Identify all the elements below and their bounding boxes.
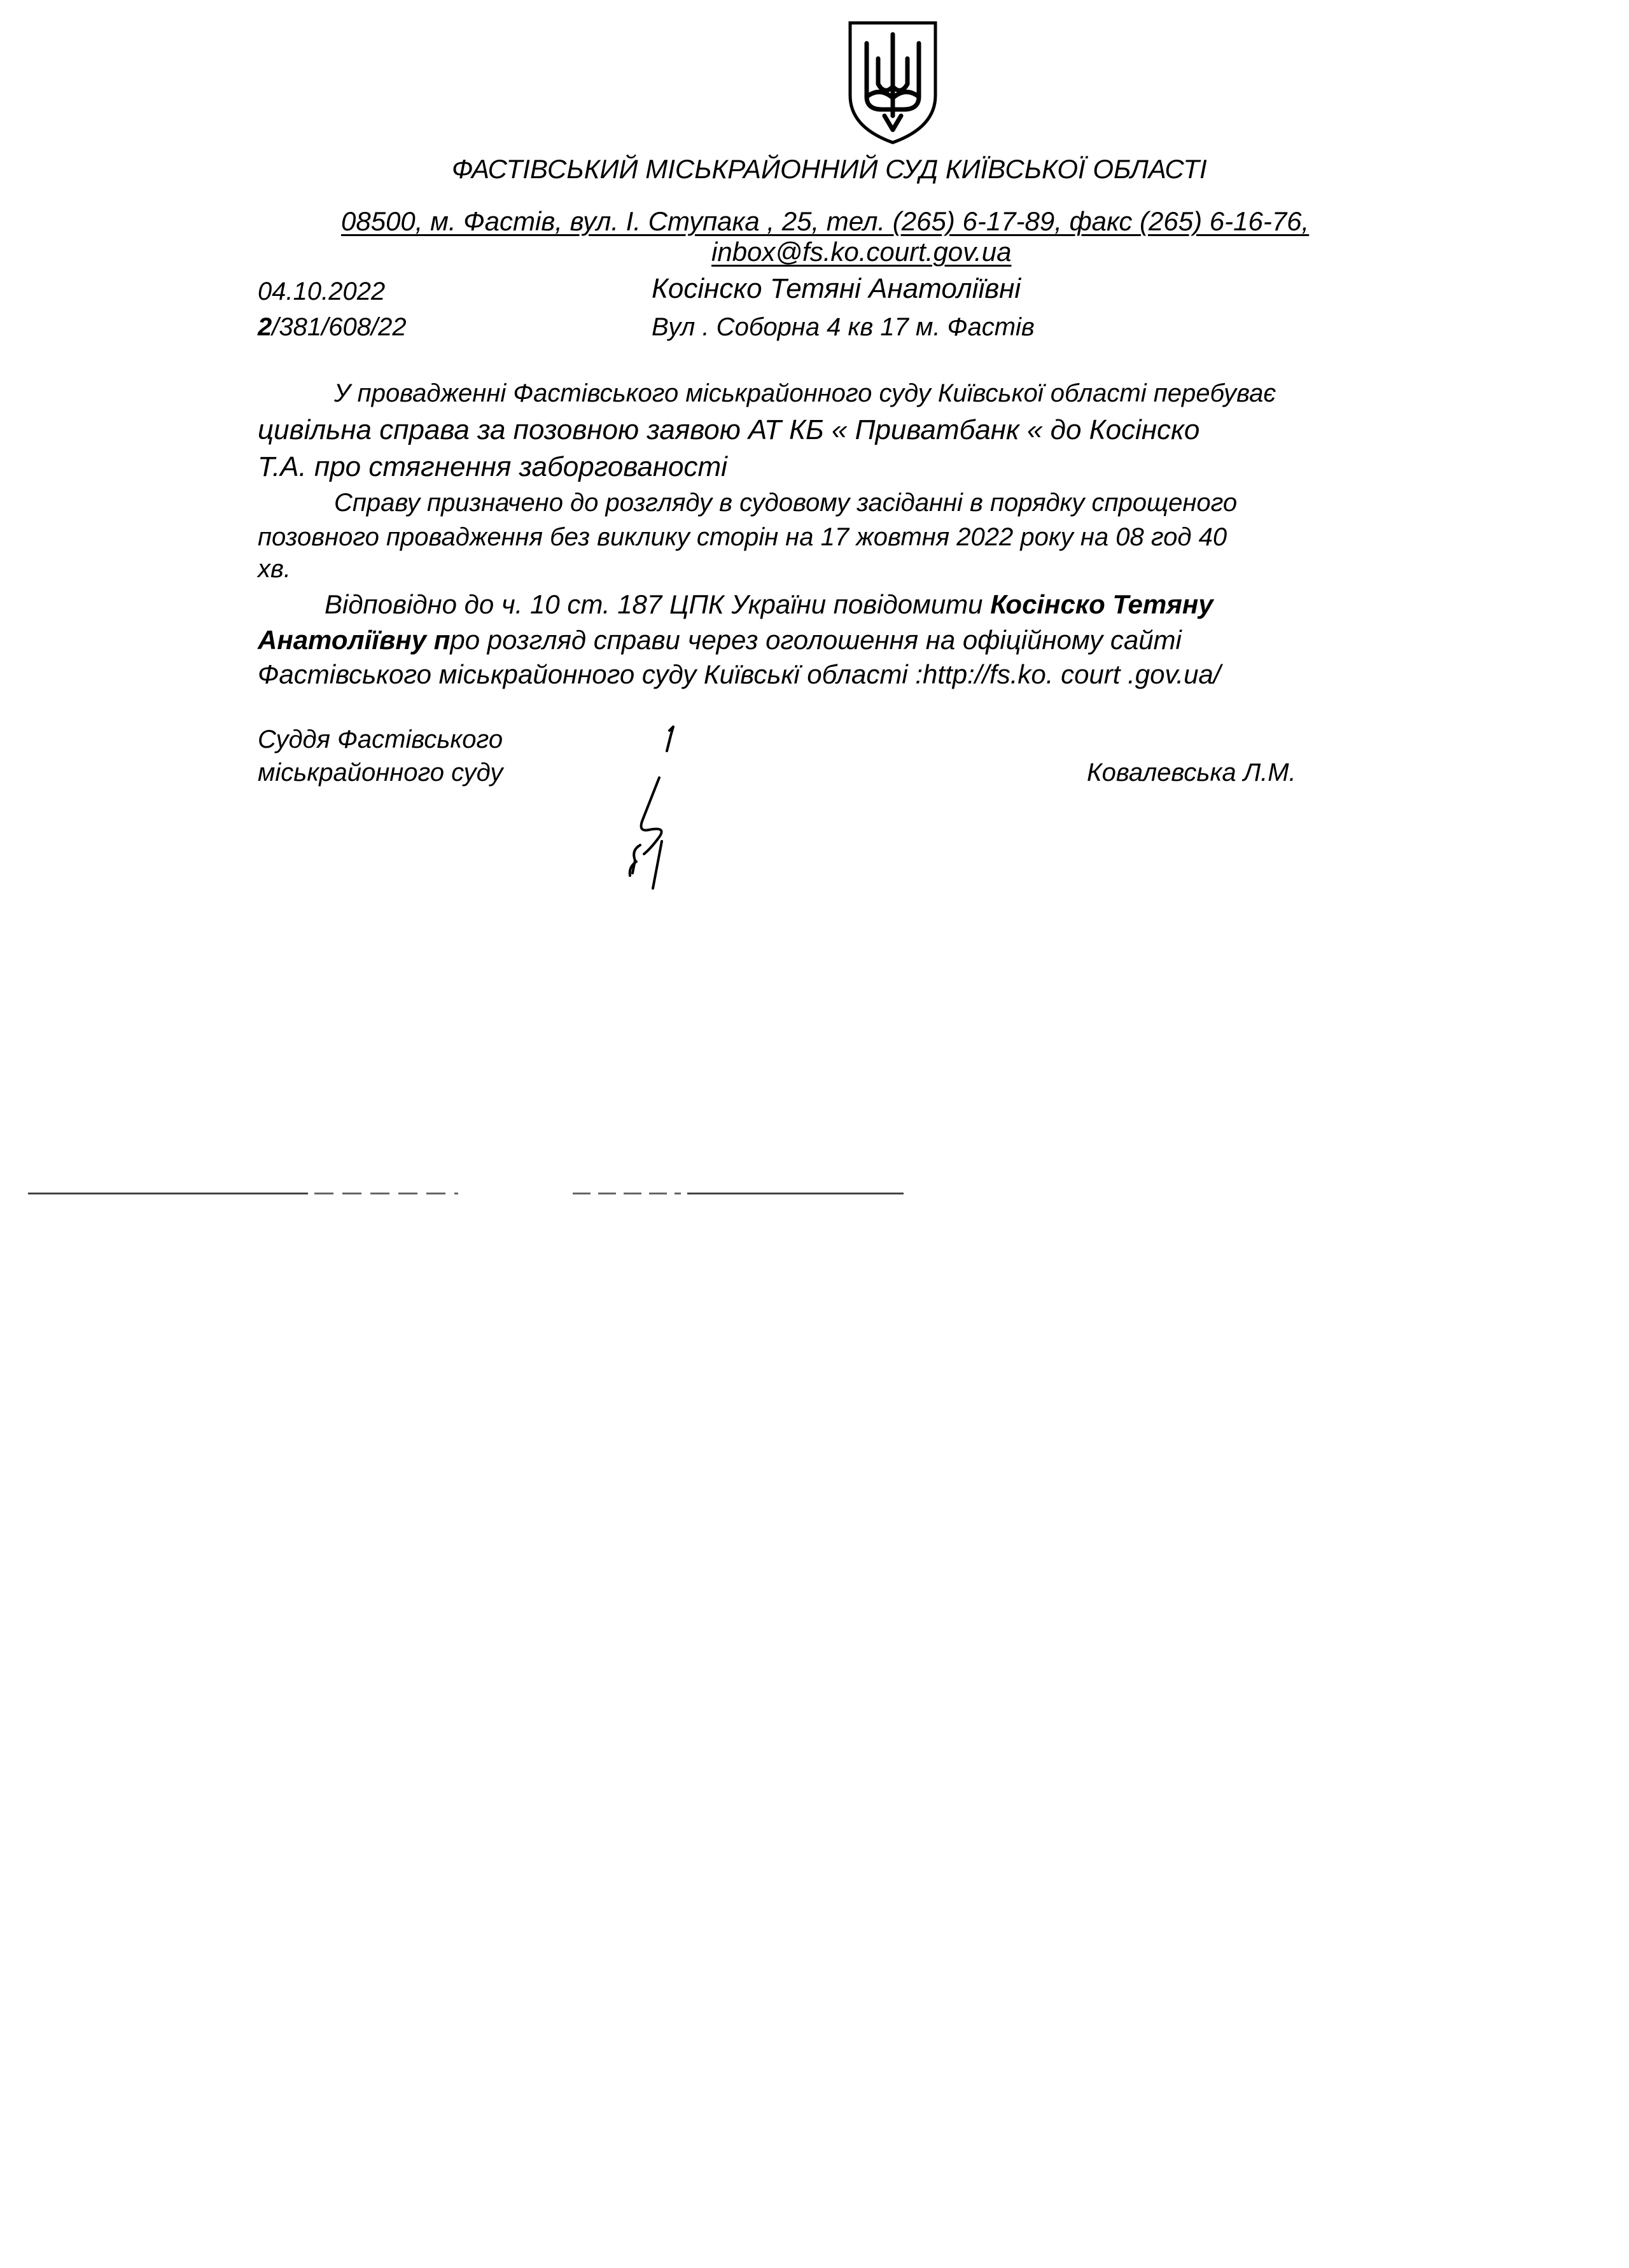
trident-emblem [845, 20, 940, 145]
paragraph-3-line-2 [258, 624, 1182, 657]
court-email[interactable]: inbox@fs.ko.court.gov.ua [711, 237, 1012, 267]
judge-title-line-1: Суддя Фастівського [258, 725, 503, 753]
letter-date: 04.10.2022 [258, 277, 386, 305]
case-number [258, 311, 407, 344]
divider-line-left [28, 1193, 458, 1194]
case-number-rest: /381/608/22 [272, 313, 407, 341]
case-number-prefix: 2 [258, 313, 272, 341]
recipient-address: Вул . Соборна 4 кв 17 м. Фастів [652, 313, 1035, 341]
paragraph-2-line-2: позовного провадження без виклику сторін на 17 жовтня 2022 року на 08 год 40 [258, 523, 1227, 551]
paragraph-3-line-3: Фастівського міськрайонного суду Київськї області :http://fs.ko. court .gov.ua/ [258, 659, 1221, 689]
judge-title-line-2: міськрайонного суду [258, 759, 503, 787]
defendant-name: Косінско Тетяну [990, 589, 1213, 619]
recipient-name: Косінско Тетяні Анатоліївні [652, 273, 1021, 304]
paragraph-1-line-3: Т.А. про стягнення заборгованості [258, 451, 727, 482]
paragraph-2-line-3: хв. [258, 555, 291, 583]
divider-line-right [573, 1193, 904, 1194]
court-address: 08500, м. Фастів, вул. І. Ступака , 25, тел. (265) 6-17-89, факс (265) 6-16-76, [341, 206, 1310, 236]
paragraph-1-line-2: цивільна справа за позовною заявою АТ КБ « Приватбанк « до Косінско [258, 414, 1200, 445]
paragraph-1-line-1: У провадженні Фастівського міськрайонного суду Київської області перебуває [334, 379, 1276, 407]
judge-name: Ковалевська Л.М. [1087, 759, 1296, 787]
handwritten-signature [598, 725, 681, 891]
court-name: ФАСТІВСЬКИЙ МІСЬКРАЙОННИЙ СУД КИЇВСЬКОЇ ОБЛАСТІ [452, 154, 1207, 184]
defendant-patronymic: Анатоліївну [258, 625, 427, 655]
paragraph-2-line-1: Справу призначено до розгляду в судовому засіданні в порядку спрощеного [334, 489, 1238, 517]
paragraph-3-line-1 [325, 588, 1213, 621]
notice-text: Відповідно до ч. 10 ст. 187 ЦПК України повідомити [325, 589, 991, 619]
bold-letter: п [426, 625, 451, 655]
notice-text-cont: ро розгляд справи через оголошення на офіційному сайті [450, 625, 1182, 655]
